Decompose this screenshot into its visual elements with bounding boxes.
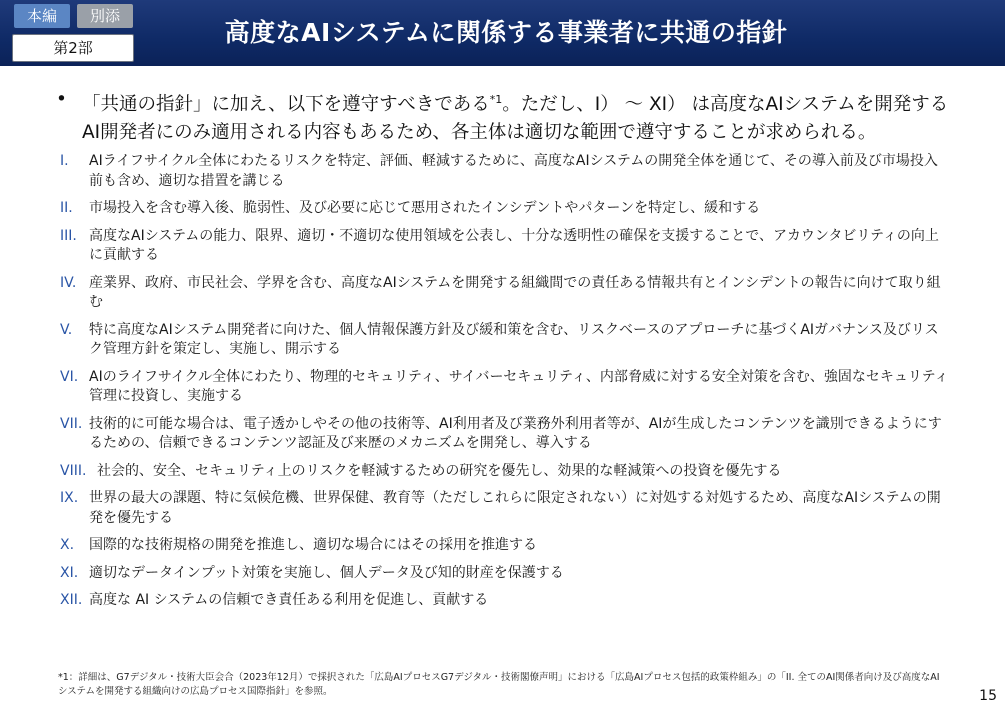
list-item xyxy=(60,536,950,556)
item-number: VII. xyxy=(60,415,83,432)
bullet-icon: • xyxy=(56,89,67,110)
intro-paragraph xyxy=(58,86,958,147)
header-bar xyxy=(0,0,1005,66)
page-number: 15 xyxy=(979,688,997,704)
item-number: VI. xyxy=(60,368,79,385)
list-item xyxy=(60,489,950,528)
item-number: V. xyxy=(60,321,73,338)
item-text: 社会的、安全、セキュリティ上のリスクを軽減するための研究を優先し、効果的な軽減策への投資を優先する xyxy=(97,462,782,479)
item-number: VIII. xyxy=(60,462,87,479)
item-text: 市場投入を含む導入後、脆弱性、及び必要に応じて悪用されたインシデントやパターンを特定し、緩和する xyxy=(89,200,761,216)
footnote-ref: *1 xyxy=(489,93,503,106)
list-item xyxy=(60,199,950,219)
guideline-list xyxy=(60,152,950,611)
intro-text-before: 「共通の指針」に加え、以下を遵守すべきである xyxy=(82,94,490,116)
item-text: 適切なデータインプット対策を実施し、個人データ及び知的財産を保護する xyxy=(89,564,564,581)
list-item xyxy=(60,591,950,611)
item-number: II. xyxy=(60,200,73,216)
part-label: 第2部 xyxy=(12,34,134,62)
tab-main-edition[interactable]: 本編 xyxy=(14,4,70,28)
tab-appendix[interactable]: 別添 xyxy=(77,4,133,28)
intro-text-after: 。ただし、I） ～ XI） は高度なAIシステムを開発するAI開発者にのみ適用される内容もあるため、各主体は適切な範囲で遵守することが求められる。 xyxy=(82,94,949,144)
list-item xyxy=(60,227,950,266)
list-item xyxy=(60,462,950,482)
item-number: XII. xyxy=(60,592,83,608)
item-text: 高度なAIシステムの能力、限界、適切・不適切な使用領域を公表し、十分な透明性の確保を支援することで、アカウンタビリティの向上に貢献する xyxy=(89,227,939,263)
item-number: X. xyxy=(60,537,75,553)
item-number: III. xyxy=(60,227,77,244)
item-text: 技術的に可能な場合は、電子透かしやその他の技術等、AI利用者及び業務外利用者等が、AIが生成したコンテンツを識別できるようにするための、信頼できるコンテンツ認証及び来歴のメカニズムを開発し、導入する xyxy=(89,415,942,451)
item-text: 国際的な技術規格の開発を推進し、適切な場合にはその採用を推進する xyxy=(89,537,537,553)
page-title: 高度なAIシステムに関係する事業者に共通の指針 xyxy=(224,18,788,47)
intro-text xyxy=(58,86,958,147)
list-item xyxy=(60,274,950,313)
item-text: 産業界、政府、市民社会、学界を含む、高度なAIシステムを開発する組織間での責任ある情報共有とインシデントの報告に向けて取り組む xyxy=(89,274,941,310)
item-text: 高度な AI システムの信頼でき責任ある利用を促進し、貢献する xyxy=(89,592,489,608)
list-item xyxy=(60,415,950,454)
list-item xyxy=(60,564,950,584)
item-text: AIのライフサイクル全体にわたり、物理的セキュリティ、サイバーセキュリティ、内部脅威に対する安全対策を含む、強固なセキュリティ管理に投資し、実施する xyxy=(89,368,949,404)
item-text: 特に高度なAIシステム開発者に向けた、個人情報保護方針及び緩和策を含む、リスクベースのアプローチに基づくAIガバナンス及びリスク管理方針を策定し、実施し、開示する xyxy=(89,321,939,357)
item-number: IX. xyxy=(60,490,79,506)
item-number: I. xyxy=(60,153,69,169)
list-item xyxy=(60,368,950,407)
item-number: XI. xyxy=(60,564,79,581)
item-text: AIライフサイクル全体にわたるリスクを特定、評価、軽減するために、高度なAIシステムの開発全体を通じて、その導入前及び市場投入前も含め、適切な措置を講じる xyxy=(89,153,938,189)
item-number: IV. xyxy=(60,274,77,291)
footnote: *1：詳細は、G7デジタル・技術大臣会合（2023年12月）で採択された「広島AIプロセスG7デジタル・技術閣僚声明」における「広島AIプロセス包括的政策枠組み」の「II. 全てのAI関係者向け及び高度なAI システムを開発する組織向けの広島プロセス国際指針」を参照。 xyxy=(58,672,940,697)
list-item xyxy=(60,152,950,191)
item-text: 世界の最大の課題、特に気候危機、世界保健、教育等（ただしこれらに限定されない）に対処する対処するため、高度なAIシステムの開発を優先する xyxy=(89,490,941,526)
list-item xyxy=(60,321,950,360)
